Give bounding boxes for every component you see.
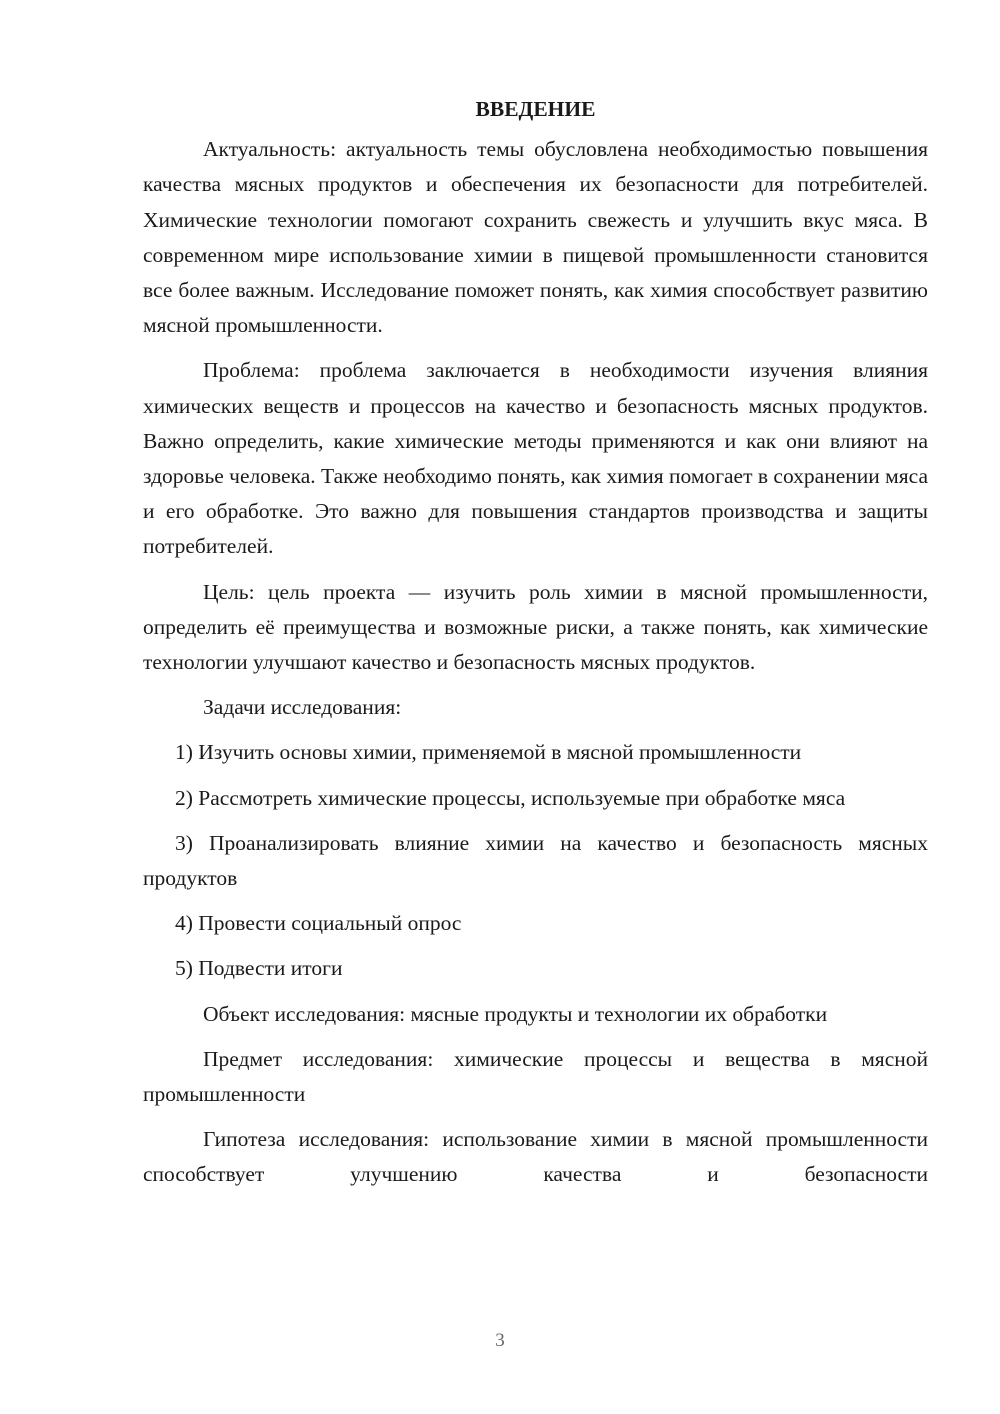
- section-heading: ВВЕДЕНИЕ: [475, 97, 596, 121]
- page-number: 3: [495, 1330, 505, 1351]
- task-item-2: 2) Рассмотреть химические процессы, используемые при обработке мяса: [175, 785, 846, 810]
- document-page: [143, 92, 928, 1203]
- task-item-5: 5) Подвести итоги: [175, 956, 343, 981]
- problem-paragraph: Проблема: проблема заключается в необходимости изучения влияния химических веществ и процессов на качество и безопасность мясных продуктов. Важно определить, какие химические методы применяются и как они влияют на здоровье человека. Также необходимо понять, как химия помогает в сохранении мяса и его обработке. Это важно для повышения стандартов производства и защиты потребителей.: [143, 358, 928, 559]
- goal-paragraph: Цель: цель проекта — изучить роль химии в мясной промышленности, определить её преимущества и возможные риски, а также понять, как химические технологии улучшают качество и безопасность мясных продуктов.: [143, 579, 928, 675]
- object-paragraph: Объект исследования: мясные продукты и технологии их обработки: [203, 1001, 828, 1026]
- task-item-3: 3) Проанализировать влияние химии на качество и безопасность мясных продуктов: [143, 830, 928, 891]
- tasks-heading: Задачи исследования:: [203, 695, 402, 720]
- task-item-1: 1) Изучить основы химии, применяемой в мясной промышленности: [175, 740, 802, 765]
- hypothesis-paragraph: Гипотеза исследования: использование химии в мясной промышленности способствует улучшению качества и безопасности: [143, 1127, 928, 1187]
- relevance-paragraph: Актуальность: актуальность темы обусловлена необходимостью повышения качества мясных продуктов и обеспечения их безопасности для потребителей. Химические технологии помогают сохранить свежесть и улучшить вкус мяса. В современном мире использование химии в пищевой промышленности становится все более важным. Исследование поможет понять, как химия способствует развитию мясной промышленности.: [143, 137, 928, 338]
- subject-paragraph: Предмет исследования: химические процессы и вещества в мясной промышленности: [143, 1046, 928, 1107]
- task-item-4: 4) Провести социальный опрос: [175, 911, 462, 936]
